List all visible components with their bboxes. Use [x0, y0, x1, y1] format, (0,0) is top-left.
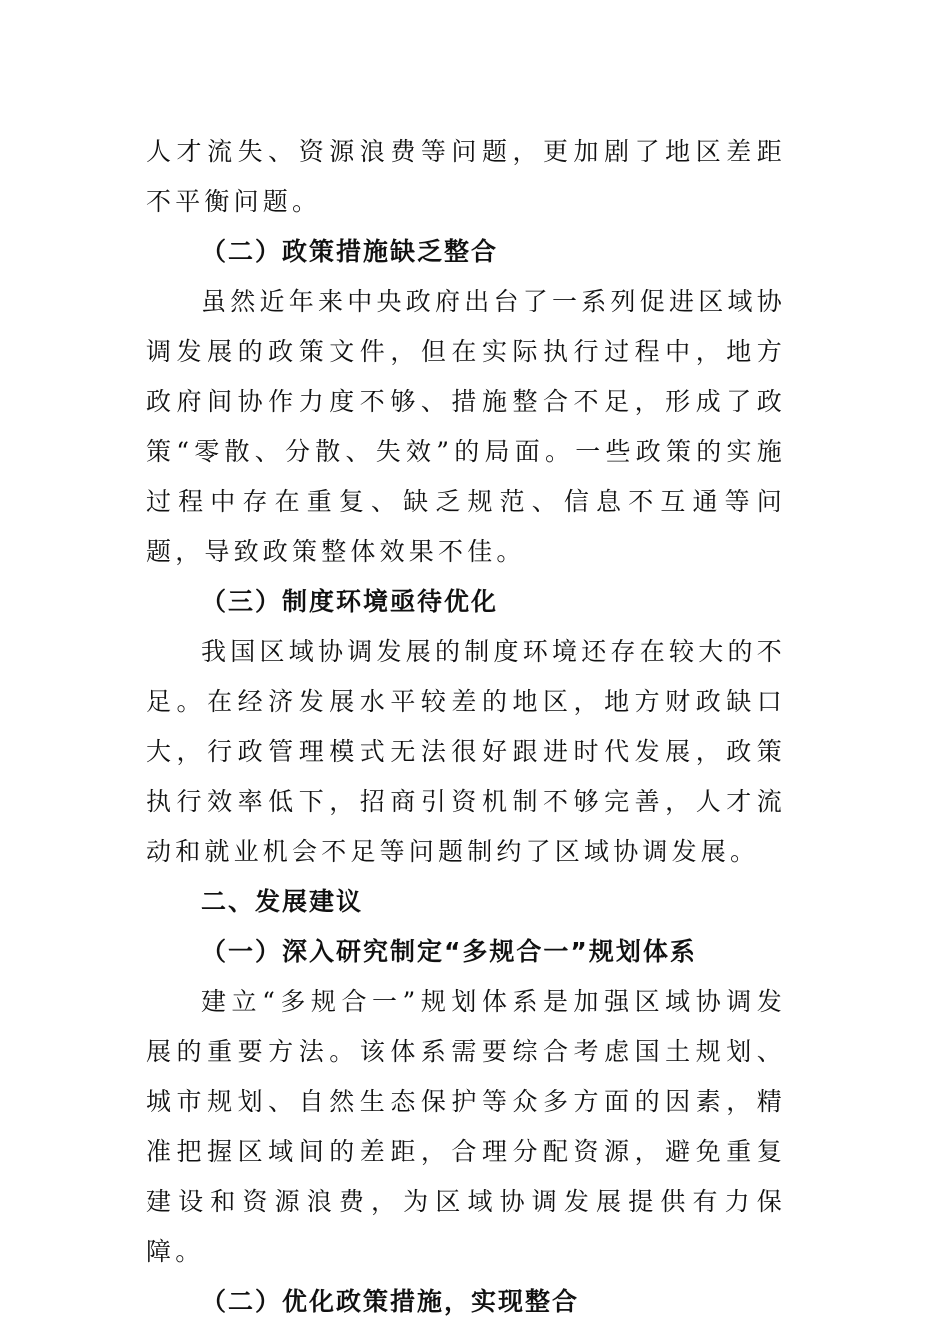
heading-optimize-policy: （二）优化政策措施，实现整合 [201, 1287, 580, 1316]
paragraph-policy-fragmentation: 虽然近年来中央政府出台了一系列促进区域协调发展的政策文件，但在实际执行过程中，地方政府间协作力度不够、措施整合不足，形成了政策“零散、分散、失效”的局面。一些政策的实施过程中存在重复、缺乏规范、信息不互通等问题，导致政策整体效果不佳。 [146, 287, 786, 566]
paragraph-talent-loss: 人才流失、资源浪费等问题，更加剧了地区差距不平衡问题。 [146, 137, 786, 216]
heading-development-suggestions: 二、发展建议 [201, 887, 364, 916]
document-body [146, 127, 786, 1327]
paragraph-institutional-shortcomings: 我国区域协调发展的制度环境还存在较大的不足。在经济发展水平较差的地区，地方财政缺口大，行政管理模式无法很好跟进时代发展，政策执行效率低下，招商引资机制不够完善，人才流动和就业机会不足等问题制约了区域协调发展。 [146, 637, 786, 866]
heading-institutional-environment: （三）制度环境亟待优化 [201, 587, 499, 616]
heading-policy-integration: （二）政策措施缺乏整合 [201, 237, 499, 266]
paragraph-multi-plan-system: 建立“多规合一”规划体系是加强区域协调发展的重要方法。该体系需要综合考虑国土规划、城市规划、自然生态保护等众多方面的因素，精准把握区域间的差距，合理分配资源，避免重复建设和资源浪费，为区域协调发展提供有力保障。 [146, 987, 786, 1266]
heading-multi-plan-integration: （一）深入研究制定“多规合一”规划体系 [201, 937, 697, 966]
